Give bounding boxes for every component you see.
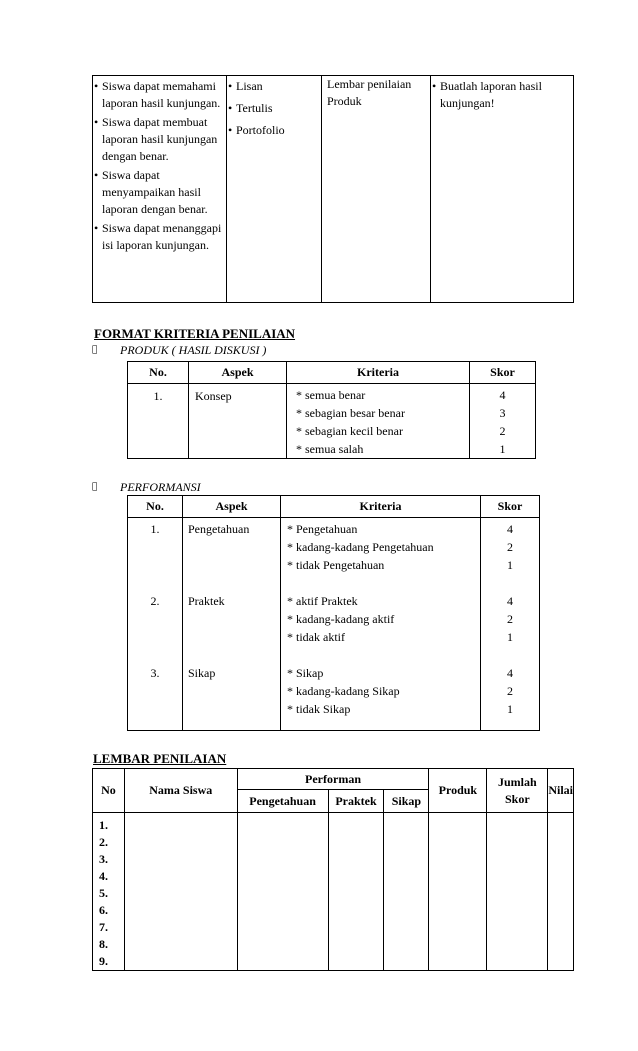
skor-value: 3 [499,406,506,420]
perf-skor-col [481,518,540,731]
perf-aspek-col [183,518,281,731]
kriteria-line: * kadang-kadang Sikap [287,684,400,698]
list-item [228,122,319,139]
teknik-list [227,78,321,139]
list-item-text: Lisan [236,79,263,93]
bullet-icon: • [228,79,233,93]
list-item-text: Siswa dapat membuat laporan hasil kunjungan dengan benar. [102,115,218,163]
skor-value: 4 [507,666,513,680]
performansi-title: PERFORMANSI [120,480,201,494]
lembar-header-nama: Nama Siswa [124,769,237,813]
spacer [128,700,182,718]
perf-aspek: Pengetahuan [188,522,250,536]
kriteria-line: * sebagian kecil benar [296,424,403,438]
row-number: 3. [99,852,108,866]
kriteria-line: * kadang-kadang Pengetahuan [287,540,434,554]
perf-no: 3. [150,666,160,680]
skor-value: 4 [507,522,513,536]
lembar-header-pengetahuan: Pengetahuan [237,790,328,813]
bullet-glyph-icon [92,482,97,492]
lembar-no-col [93,813,125,971]
lembar-header-jumlah [487,769,548,813]
list-item-text: Siswa dapat menanggapi isi laporan kunjungan. [102,221,222,252]
skor-value: 2 [507,684,513,698]
top-col-indikator [93,76,227,303]
list-item [94,114,224,165]
list-item-text: Buatlah laporan hasil kunjungan! [440,79,542,110]
produk-table [127,361,536,459]
kriteria-line: * Pengetahuan [287,522,358,536]
lembar-table [92,768,574,971]
spacer [128,556,182,574]
instrumen-text: Lembar penilaian Produk [327,77,412,108]
lembar-header-produk: Produk [429,769,487,813]
spacer [188,610,280,628]
skor-value: 1 [507,558,513,572]
top-col-teknik [227,76,322,303]
produk-kriteria [287,384,470,459]
produk-skor [470,384,536,459]
lembar-pengetahuan-cell [237,813,328,971]
format-heading: FORMAT KRITERIA PENILAIAN [94,326,296,341]
top-table [92,75,574,303]
skor-value: 4 [499,388,506,402]
perf-no: 1. [150,522,160,536]
produk-header-skor: Skor [470,362,536,384]
row-number: 9. [99,954,108,968]
kriteria-line: * kadang-kadang aktif [287,612,395,626]
table-row [128,384,536,459]
skor-value: 1 [507,630,513,644]
table-row [93,813,574,971]
lembar-nama-cell [124,813,237,971]
perf-no: 2. [150,594,160,608]
kriteria-line: * tidak Sikap [287,702,351,716]
row-number: 8. [99,937,108,951]
skor-value: 1 [499,442,506,456]
list-item-text: Tertulis [236,101,273,115]
spacer [128,628,182,646]
list-item [228,100,319,117]
produk-no: 1. [128,384,189,459]
skor-value: 2 [499,424,506,438]
kriteria-line: * Sikap [287,666,324,680]
lembar-header-no: No [93,769,125,813]
list-item [94,167,224,218]
lembar-header-performan: Performan [237,769,429,790]
indikator-list [93,78,226,254]
lembar-heading: LEMBAR PENILAIAN [93,751,227,766]
perf-header-skor: Skor [481,496,540,518]
skor-value: 2 [507,612,513,626]
perf-no-col [128,518,183,731]
skor-value: 1 [507,702,513,716]
skor-value: 4 [507,594,513,608]
lembar-sikap-cell [384,813,429,971]
bullet-icon: • [228,101,233,115]
list-item [94,78,224,112]
jumlah-skor-label: Jumlah Skor [497,774,537,806]
kriteria-line: * sebagian besar benar [296,406,405,420]
spacer [188,556,280,574]
produk-header-aspek: Aspek [189,362,287,384]
lembar-produk-cell [429,813,487,971]
lembar-jumlah-cell [487,813,548,971]
row-number: 2. [99,835,108,849]
list-item [94,220,224,254]
produk-aspek: Konsep [189,384,287,459]
kriteria-line: * tidak aktif [287,630,345,644]
lembar-nilai-cell [548,813,574,971]
bullet-icon: • [94,168,99,182]
spacer [128,538,182,556]
spacer [188,700,280,718]
perf-aspek: Praktek [188,594,225,608]
list-item-text: Siswa dapat memahami laporan hasil kunjungan. [102,79,221,110]
bullet-icon: • [228,123,233,137]
spacer [188,538,280,556]
kriteria-line: * tidak Pengetahuan [287,558,385,572]
lembar-header-praktek: Praktek [328,790,384,813]
bullet-icon: • [94,115,99,129]
produk-title: PRODUK ( HASIL DISKUSI ) [120,343,267,357]
row-number: 4. [99,869,108,883]
soal-list [431,78,573,112]
list-item-text: Portofolio [236,123,285,137]
spacer [128,682,182,700]
perf-header-kriteria: Kriteria [281,496,481,518]
row-number: 6. [99,903,108,917]
lembar-header-nilai: Nilai [548,769,574,813]
lembar-praktek-cell [328,813,384,971]
top-col-instrumen [322,76,431,303]
row-number: 5. [99,886,108,900]
bullet-icon: • [94,79,99,93]
list-item-text: Siswa dapat menyampaikan hasil laporan dengan benar. [102,168,208,216]
produk-header-no: No. [128,362,189,384]
kriteria-line: * aktif Praktek [287,594,358,608]
list-item [228,78,319,95]
bullet-glyph-icon [92,345,97,355]
perf-kriteria-col [281,518,481,731]
perf-header-aspek: Aspek [183,496,281,518]
bullet-icon: • [432,79,437,93]
bullet-icon: • [94,221,99,235]
performansi-table [127,495,540,731]
skor-value: 2 [507,540,513,554]
kriteria-line: * semua benar [296,388,366,402]
kriteria-line: * semua salah [296,442,364,456]
spacer [188,628,280,646]
spacer [128,610,182,628]
row-number: 1. [99,818,108,832]
spacer [188,682,280,700]
list-item [432,78,571,112]
lembar-header-sikap: Sikap [384,790,429,813]
produk-header-kriteria: Kriteria [287,362,470,384]
top-col-soal [431,76,574,303]
perf-header-no: No. [128,496,183,518]
perf-aspek: Sikap [188,666,216,680]
row-number: 7. [99,920,108,934]
